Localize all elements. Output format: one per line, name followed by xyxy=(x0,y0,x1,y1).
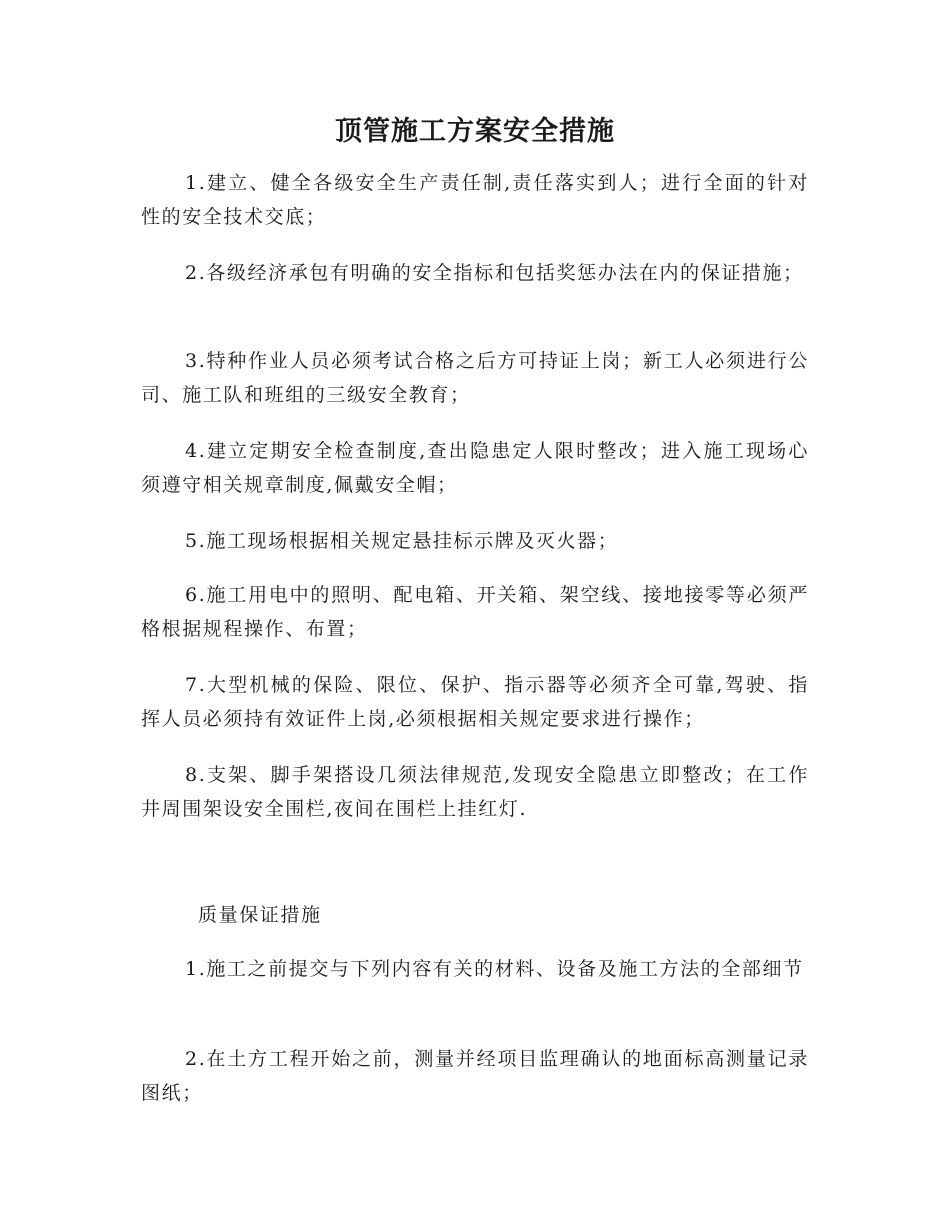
safety-item-2: 2.各级经济承包有明确的安全指标和包括奖惩办法在内的保证措施； xyxy=(185,262,804,284)
quality-heading: 质量保证措施 xyxy=(198,904,322,926)
safety-item-4: 4.建立定期安全检查制度,查出隐患定人限时整改；进入施工现场心须遵守相关规章制度,佩戴安全帽； xyxy=(141,440,809,496)
document-title: 顶管施工方案安全措施 xyxy=(335,116,615,147)
safety-item-7: 7.大型机械的保险、限位、保护、指示器等必须齐全可靠,驾驶、指挥人员必须持有效证件上岗,必须根据相关规定要求进行操作； xyxy=(141,674,809,730)
quality-item-2: 2.在土方工程开始之前，测量并经项目监理确认的地面标高测量记录图纸； xyxy=(141,1048,809,1104)
safety-item-3: 3.特种作业人员必须考试合格之后方可持证上岗；新工人必须进行公司、施工队和班组的三级安全教育； xyxy=(141,350,809,406)
safety-item-6: 6.施工用电中的照明、配电箱、开关箱、架空线、接地接零等必须严格根据规程操作、布置； xyxy=(141,584,809,640)
safety-item-5: 5.施工现场根据相关规定悬挂标示牌及灭火器； xyxy=(185,530,619,552)
safety-item-8: 8.支架、脚手架搭设几须法律规范,发现安全隐患立即整改；在工作井周围架设安全围栏,夜间在围栏上挂红灯. xyxy=(141,764,809,820)
quality-item-1: 1.施工之前提交与下列内容有关的材料、设备及施工方法的全部细节 xyxy=(185,958,804,980)
safety-item-1: 1.建立、健全各级安全生产责任制,责任落实到人；进行全面的针对性的安全技术交底； xyxy=(141,172,809,228)
